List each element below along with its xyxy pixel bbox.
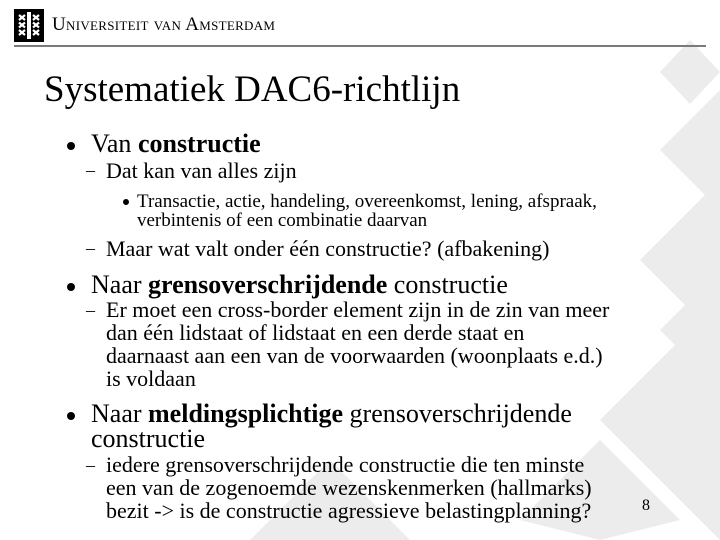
bullet-1-sub-1: Dat kan van alles zijn: [106, 158, 297, 183]
bullet-2-plain-after: constructie: [387, 270, 508, 299]
bullet-1-sub-2: Maar wat valt onder één constructie? (afbakening): [106, 236, 550, 261]
bullet-3-plain-after: grensoverschrijdende: [343, 399, 572, 428]
bullet-dot: [67, 142, 75, 150]
bullet-2-sub-line-4: is voldaan: [106, 366, 196, 391]
bullet-1-plain: Van: [91, 129, 138, 158]
bullet-2-sub-line-1: Er moet een cross-border element zijn in de zin van meer: [106, 297, 610, 322]
bullet-1-sub-1-item-line-1: Transactie, actie, handeling, overeenkomst, lening, afspraak,: [137, 191, 597, 212]
bullet-dot: [123, 199, 129, 205]
bullet-dot: [67, 283, 75, 291]
institution-name: Universiteit van Amsterdam: [52, 14, 276, 35]
bullet-3-sub-line-3: bezit -> is de constructie agressieve belastingplanning?: [106, 498, 592, 523]
page-number: 8: [642, 497, 650, 514]
bullet-3-plain-before: Naar: [91, 399, 149, 428]
dash-icon: –: [86, 300, 95, 320]
bullet-3-sub-line-1: iedere grensoverschrijdende constructie die ten minste: [106, 452, 585, 477]
bullet-2-text: [91, 272, 508, 298]
bullet-3-line-2: constructie: [91, 424, 206, 453]
bullet-3-sub-line-2: een van de zogenoemde wezenskenmerken (hallmarks): [106, 475, 592, 500]
bullet-2-sub-line-2: dan één lidstaat of lidstaat en een derde staat en: [106, 320, 525, 345]
bullet-1-sub-1-item-line-2: verbintenis of een combinatie daarvan: [137, 210, 428, 231]
dash-icon: –: [86, 160, 95, 180]
bullet-1-bold: constructie: [137, 129, 261, 158]
dash-icon: –: [86, 238, 95, 258]
dash-icon: –: [86, 455, 95, 475]
bullet-2-bold: grensoverschrijdende: [148, 270, 388, 299]
bullet-dot: [67, 412, 75, 420]
bullet-2-plain-before: Naar: [91, 270, 149, 299]
slide-title: Systematiek DAC6-richtlijn: [44, 69, 461, 110]
bullet-3-bold: meldingsplichtige: [148, 399, 344, 428]
bullet-2-sub-line-3: daarnaast aan een van de voorwaarden (woonplaats e.d.): [106, 343, 603, 368]
bullet-1-text: [91, 131, 261, 157]
